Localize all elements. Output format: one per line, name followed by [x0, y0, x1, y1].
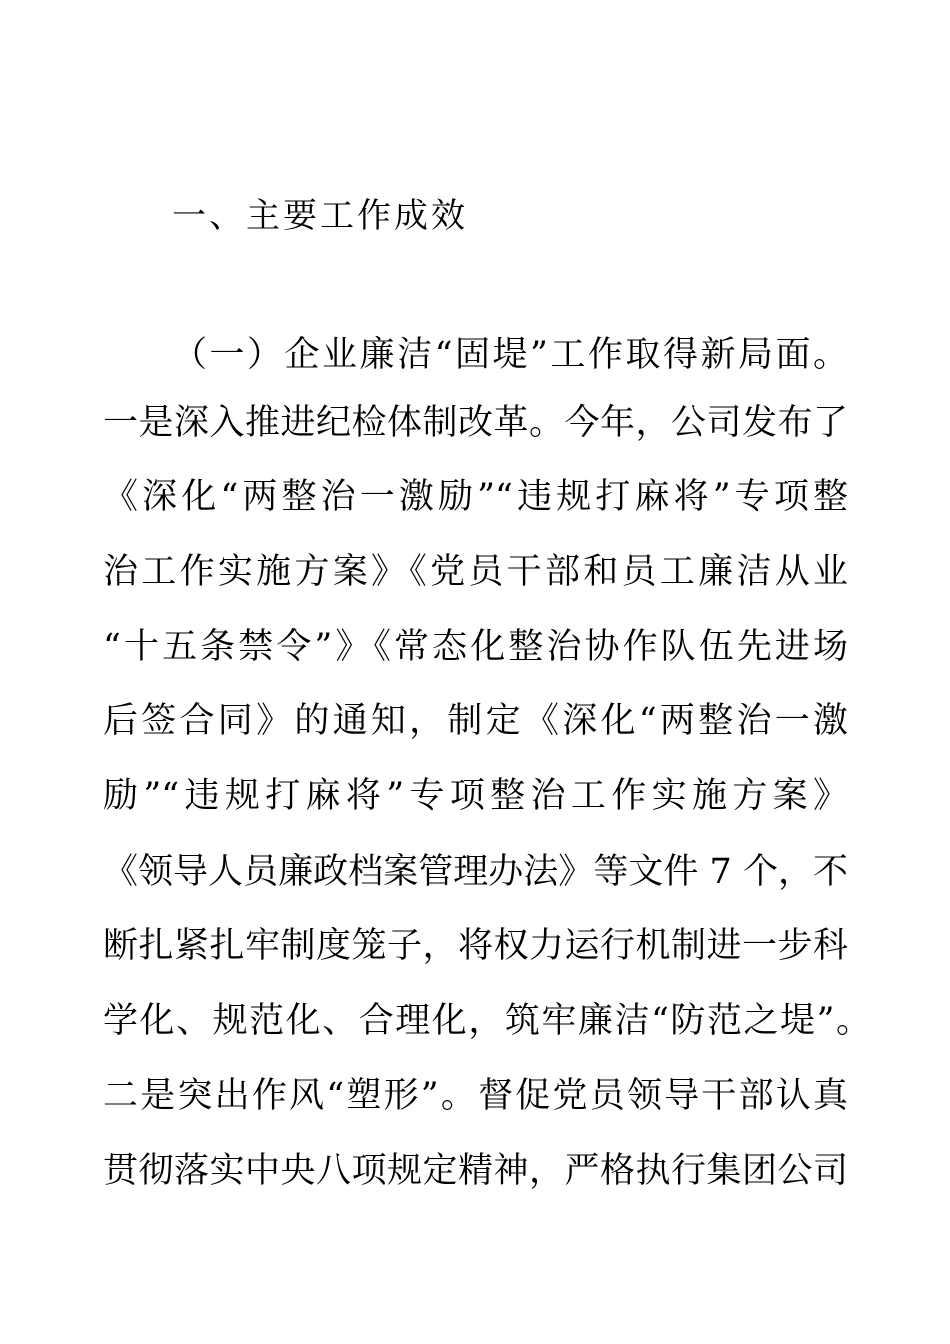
paragraph-line: 后签合同》的通知，制定《深化“两整治一激 [103, 701, 848, 741]
paragraph-line: 二是突出作风“塑形”。督促党员领导干部认真 [103, 1076, 848, 1116]
paragraph-line: 励”“违规打麻将”专项整治工作实施方案》 [103, 776, 848, 816]
paragraph-line: （一）企业廉洁“固堤”工作取得新局面。 [172, 335, 848, 375]
paragraph-line: 断扎紧扎牢制度笼子，将权力运行机制进一步科 [103, 926, 848, 966]
paragraph-line: 《深化“两整治一激励”“违规打麻将”专项整 [103, 477, 848, 517]
paragraph-line: 一是深入推进纪检体制改革。今年，公司发布了 [103, 403, 848, 443]
section-heading: 一、主要工作成效 [172, 196, 468, 236]
paragraph-line: “十五条禁令”》《常态化整治协作队伍先进场 [103, 627, 848, 667]
paragraph-line: 《领导人员廉政档案管理办法》等文件 7 个，不 [103, 852, 848, 892]
paragraph-line: 学化、规范化、合理化，筑牢廉洁“防范之堤”。 [103, 1001, 871, 1041]
paragraph-line: 贯彻落实中央八项规定精神，严格执行集团公司 [103, 1151, 848, 1191]
paragraph-line: 治工作实施方案》《党员干部和员工廉洁从业 [103, 552, 848, 592]
